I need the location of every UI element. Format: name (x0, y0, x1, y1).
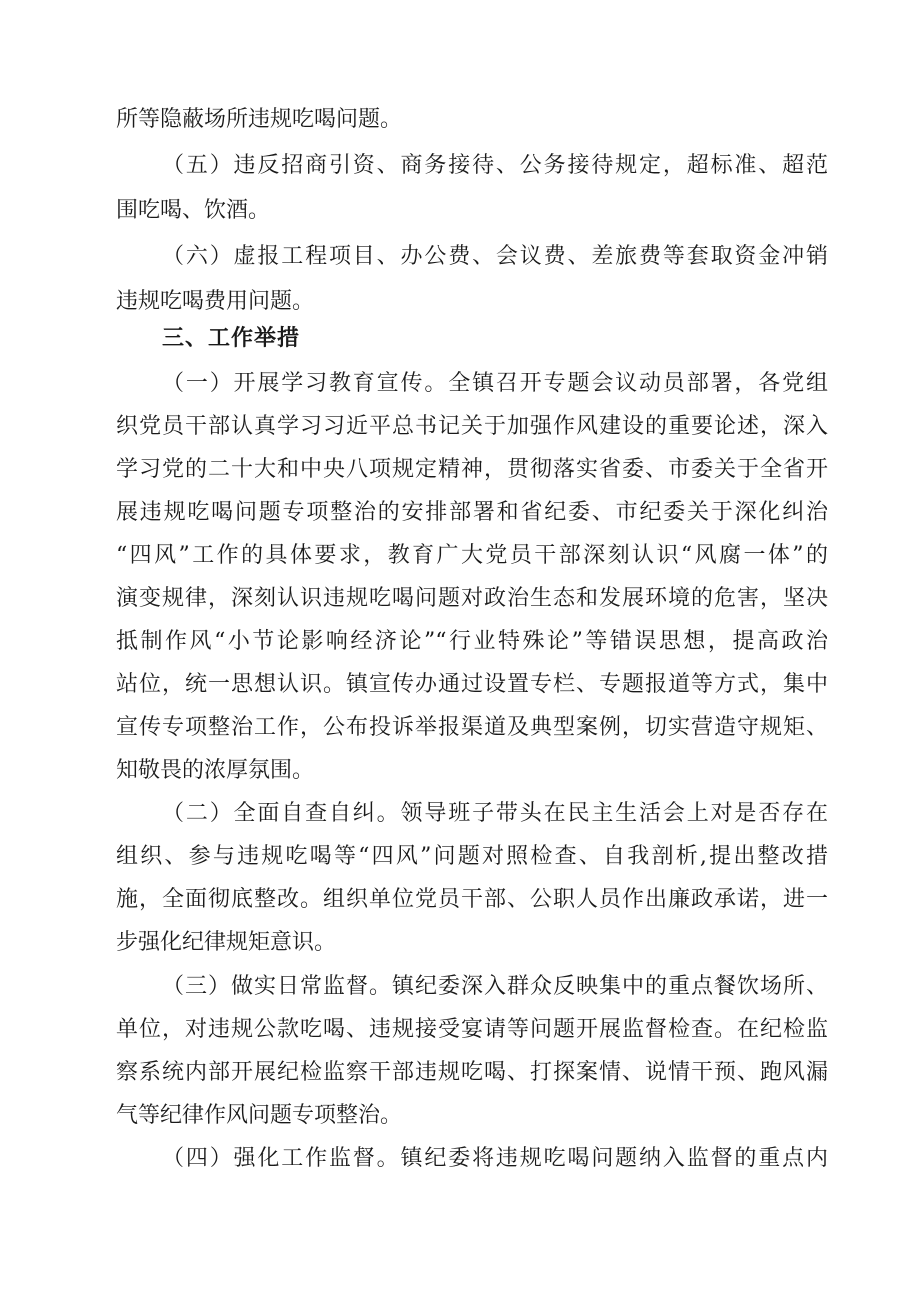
text-line: （六）虚报工程项目、办公费、会议费、差旅费等套取资金冲销 (162, 244, 828, 269)
text-line: 织党员干部认真学习习近平总书记关于加强作风建设的重要论述，深入 (116, 414, 828, 439)
section-heading: 三、工作举措 (162, 326, 301, 351)
text-line: 学习党的二十大和中央八项规定精神，贯彻落实省委、市委关于全省开 (116, 457, 828, 482)
text-line: 抵制作风“小节论影响经济论”“行业特殊论”等错误思想，提高政治 (116, 629, 828, 654)
text-line: 所等隐蔽场所违规吃喝问题。 (116, 107, 403, 132)
text-line: （一）开展学习教育宣传。全镇召开专题会议动员部署，各党组 (162, 371, 828, 396)
text-line: 组织、参与违规吃喝等“四风”问题对照检查、自我剖析,提出整改措 (116, 844, 828, 869)
text-line: 展违规吃喝问题专项整治的安排部署和省纪委、市纪委关于深化纠治 (116, 500, 828, 525)
text-line: 演变规律，深刻认识违规吃喝问题对政治生态和发展环境的危害，坚决 (116, 586, 828, 611)
text-line: （三）做实日常监督。镇纪委深入群众反映集中的重点餐饮场所、 (162, 974, 828, 999)
text-line: 施，全面彻底整改。组织单位党员干部、公职人员作出廉政承诺，进一 (116, 887, 828, 912)
text-line: （四）强化工作监督。镇纪委将违规吃喝问题纳入监督的重点内 (162, 1146, 828, 1171)
text-line: （二）全面自查自纠。领导班子带头在民主生活会上对是否存在 (162, 801, 828, 826)
text-line: 知敬畏的浓厚氛围。 (116, 758, 315, 783)
text-line: 步强化纪律规矩意识。 (116, 930, 337, 955)
text-line: 站位，统一思想认识。镇宣传办通过设置专栏、专题报道等方式，集中 (116, 672, 828, 697)
text-line: 单位，对违规公款吃喝、违规接受宴请等问题开展监督检查。在纪检监 (116, 1017, 828, 1042)
text-line: 气等纪律作风问题专项整治。 (116, 1103, 403, 1128)
text-line: 宣传专项整治工作，公布投诉举报渠道及典型案例，切实营造守规矩、 (116, 715, 828, 740)
text-line: 察系统内部开展纪检监察干部违规吃喝、打探案情、说情干预、跑风漏 (116, 1060, 828, 1085)
text-line: “四风”工作的具体要求，教育广大党员干部深刻认识“风腐一体”的 (116, 543, 828, 568)
text-line: 围吃喝、饮酒。 (116, 198, 271, 223)
text-line: （五）违反招商引资、商务接待、公务接待规定，超标准、超范 (162, 153, 828, 178)
text-line: 违规吃喝费用问题。 (116, 289, 315, 314)
